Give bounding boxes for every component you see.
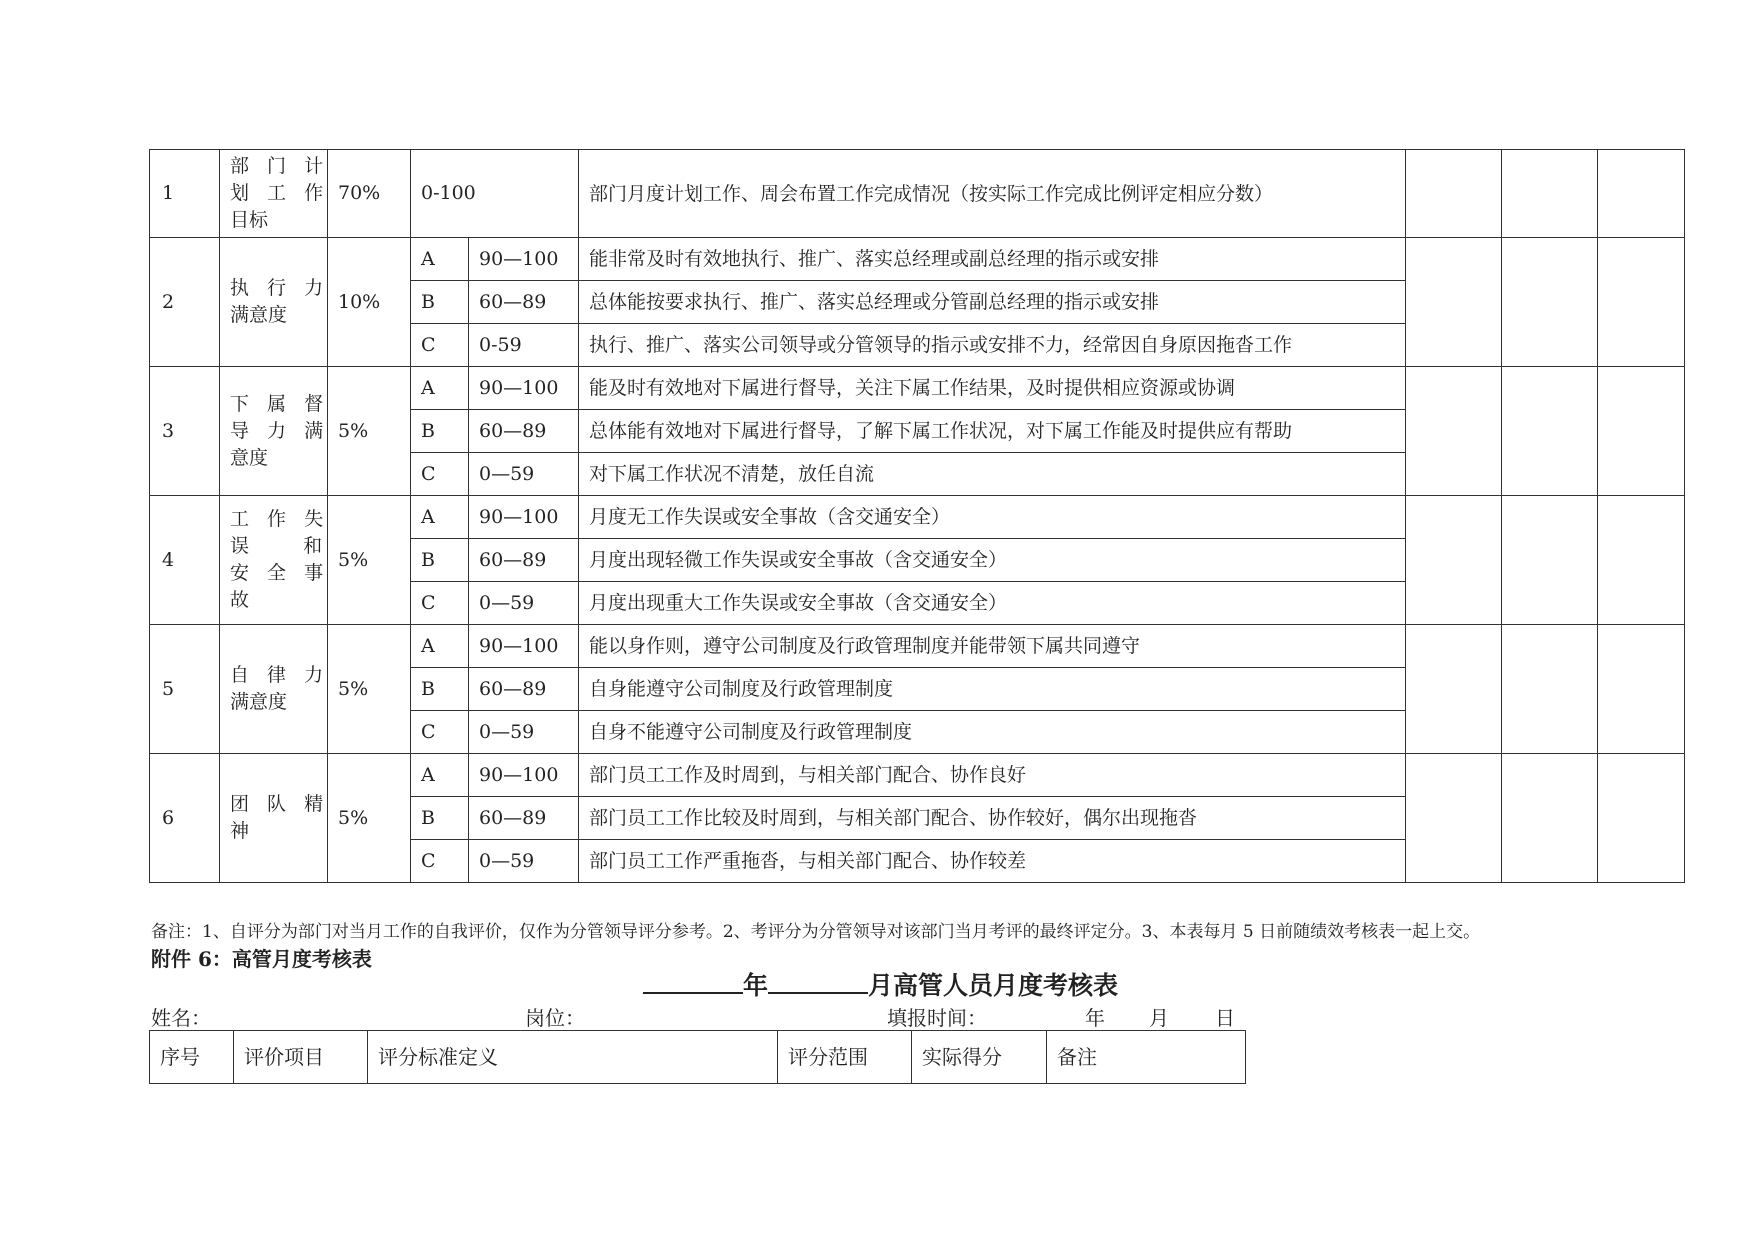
header-cell: 序号 <box>150 1031 234 1084</box>
assessment-table <box>149 149 1685 883</box>
grade-cell: B <box>411 797 469 840</box>
table-row <box>150 496 1685 539</box>
self-score-cell[interactable] <box>1406 496 1502 625</box>
criteria-description: 月度无工作失误或安全事故（含交通安全） <box>579 496 1406 539</box>
criteria-description: 部门员工工作严重拖沓，与相关部门配合、协作较差 <box>579 840 1406 883</box>
score-range: 90—100 <box>469 754 579 797</box>
score-range: 90—100 <box>469 367 579 410</box>
table-row <box>150 367 1685 410</box>
evaluation-item-line: 安 全 事 <box>230 562 330 584</box>
criteria-description: 月度出现轻微工作失误或安全事故（含交通安全） <box>579 539 1406 582</box>
weight-cell: 5% <box>328 754 411 883</box>
evaluation-item-line: 工 作 失 <box>230 508 330 530</box>
grade-cell: B <box>411 539 469 582</box>
review-score-cell[interactable] <box>1502 754 1598 883</box>
criteria-description: 部门员工工作比较及时周到，与相关部门配合、协作较好，偶尔出现拖沓 <box>579 797 1406 840</box>
review-score-cell[interactable] <box>1502 150 1598 238</box>
grade-cell: C <box>411 582 469 625</box>
review-score-cell[interactable] <box>1502 367 1598 496</box>
evaluation-item <box>220 625 328 754</box>
criteria-description: 执行、推广、落实公司领导或分管领导的指示或安排不力，经常因自身原因拖沓工作 <box>579 324 1406 367</box>
criteria-description: 总体能有效地对下属进行督导，了解下属工作状况，对下属工作能及时提供应有帮助 <box>579 410 1406 453</box>
score-range: 90—100 <box>469 625 579 668</box>
evaluation-item-line: 满意度 <box>230 304 288 326</box>
grade-cell: C <box>411 711 469 754</box>
criteria-description: 自身能遵守公司制度及行政管理制度 <box>579 668 1406 711</box>
row-number: 5 <box>150 625 220 754</box>
remark-cell[interactable] <box>1598 496 1685 625</box>
criteria-description: 总体能按要求执行、推广、落实总经理或分管副总经理的指示或安排 <box>579 281 1406 324</box>
criteria-description: 自身不能遵守公司制度及行政管理制度 <box>579 711 1406 754</box>
grade-cell: A <box>411 496 469 539</box>
score-range: 60—89 <box>469 797 579 840</box>
evaluation-item-line: 导 力 满 <box>230 419 330 442</box>
form-header-table <box>149 1030 1246 1084</box>
name-label: 姓名： <box>151 1006 211 1030</box>
evaluation-item-line: 神 <box>230 820 250 842</box>
grade-cell: B <box>411 668 469 711</box>
score-range: 0—59 <box>469 582 579 625</box>
score-range: 90—100 <box>469 238 579 281</box>
row-number: 6 <box>150 754 220 883</box>
review-score-cell[interactable] <box>1502 625 1598 754</box>
date-label: 填报时间： <box>887 1006 987 1030</box>
score-range: 60—89 <box>469 281 579 324</box>
month-blank[interactable] <box>768 968 868 994</box>
score-range: 0—59 <box>469 711 579 754</box>
grade-cell: C <box>411 453 469 496</box>
header-cell: 备注 <box>1047 1031 1246 1084</box>
remark-cell[interactable] <box>1598 150 1685 238</box>
remark-cell[interactable] <box>1598 367 1685 496</box>
year-blank[interactable] <box>643 968 743 994</box>
criteria-description: 能以身作则，遵守公司制度及行政管理制度并能带领下属共同遵守 <box>579 625 1406 668</box>
evaluation-item-line: 执 行 力 <box>230 277 330 299</box>
criteria-description: 部门月度计划工作、周会布置工作完成情况（按实际工作完成比例评定相应分数） <box>579 150 1406 238</box>
grade-cell: A <box>411 367 469 410</box>
header-cell: 评分范围 <box>778 1031 912 1084</box>
row-number: 3 <box>150 367 220 496</box>
evaluation-item-line: 部 门 计 <box>230 155 330 177</box>
day-label: 日 <box>1215 1006 1235 1030</box>
table-row <box>150 754 1685 797</box>
grade-cell: C <box>411 324 469 367</box>
review-score-cell[interactable] <box>1502 238 1598 367</box>
evaluation-item-line: 团 队 精 <box>230 793 330 815</box>
score-range: 0-59 <box>469 324 579 367</box>
self-score-cell[interactable] <box>1406 754 1502 883</box>
year-label: 年 <box>1085 1006 1105 1030</box>
post-label: 岗位： <box>525 1006 585 1030</box>
row-number: 2 <box>150 238 220 367</box>
score-range: 0-100 <box>411 150 579 238</box>
table-row <box>150 238 1685 281</box>
review-score-cell[interactable] <box>1502 496 1598 625</box>
self-score-cell[interactable] <box>1406 150 1502 238</box>
score-range: 90—100 <box>469 496 579 539</box>
evaluation-item-line: 划 工 作 <box>230 182 330 204</box>
score-range: 60—89 <box>469 410 579 453</box>
evaluation-item-line: 目标 <box>230 209 269 231</box>
evaluation-item-line: 意度 <box>230 446 269 469</box>
weight-cell: 5% <box>328 625 411 754</box>
row-number: 1 <box>150 150 220 238</box>
grade-cell: A <box>411 625 469 668</box>
evaluation-item-line: 误 和 <box>230 535 329 557</box>
criteria-description: 能及时有效地对下属进行督导，关注下属工作结果，及时提供相应资源或协调 <box>579 367 1406 410</box>
weight-cell: 5% <box>328 367 411 496</box>
header-cell: 评分标准定义 <box>368 1031 778 1084</box>
score-range: 0—59 <box>469 453 579 496</box>
evaluation-item-line: 满意度 <box>230 691 288 713</box>
table-row <box>150 150 1685 238</box>
grade-cell: B <box>411 410 469 453</box>
row-number: 4 <box>150 496 220 625</box>
grade-cell: A <box>411 238 469 281</box>
weight-cell: 5% <box>328 496 411 625</box>
weight-cell: 10% <box>328 238 411 367</box>
criteria-description: 月度出现重大工作失误或安全事故（含交通安全） <box>579 582 1406 625</box>
header-cell: 实际得分 <box>912 1031 1047 1084</box>
form-info-line <box>151 1002 1251 1030</box>
criteria-description: 对下属工作状况不清楚，放任自流 <box>579 453 1406 496</box>
header-cell: 评价项目 <box>234 1031 368 1084</box>
remark-cell[interactable] <box>1598 238 1685 367</box>
evaluation-item <box>220 496 328 625</box>
evaluation-item <box>220 754 328 883</box>
score-range: 0—59 <box>469 840 579 883</box>
grade-cell: A <box>411 754 469 797</box>
evaluation-item <box>220 238 328 367</box>
remark-cell[interactable] <box>1598 625 1685 754</box>
criteria-description: 能非常及时有效地执行、推广、落实总经理或副总经理的指示或安排 <box>579 238 1406 281</box>
evaluation-item <box>220 367 328 496</box>
criteria-description: 部门员工工作及时周到，与相关部门配合、协作良好 <box>579 754 1406 797</box>
form-title: 年 月高管人员月度考核表 <box>643 966 1118 1002</box>
table-footnote: 备注：1、自评分为部门对当月工作的自我评价，仅作为分管领导评分参考。2、考评分为分管领导对该部门当月考评的最终评定分。3、本表每月 5 日前随绩效考核表一起上交。 <box>151 922 1481 942</box>
self-score-cell[interactable] <box>1406 625 1502 754</box>
table-row <box>150 625 1685 668</box>
evaluation-item-line: 下 属 督 <box>230 392 330 415</box>
self-score-cell[interactable] <box>1406 367 1502 496</box>
self-score-cell[interactable] <box>1406 238 1502 367</box>
evaluation-item-line: 自 律 力 <box>230 664 330 686</box>
month-label: 月 <box>1149 1006 1169 1030</box>
attachment-title: 附件 6：高管月度考核表 <box>151 947 372 971</box>
evaluation-item-line: 故 <box>230 589 250 611</box>
evaluation-item <box>220 150 328 238</box>
score-range: 60—89 <box>469 668 579 711</box>
grade-cell: C <box>411 840 469 883</box>
weight-cell: 70% <box>328 150 411 238</box>
remark-cell[interactable] <box>1598 754 1685 883</box>
grade-cell: B <box>411 281 469 324</box>
score-range: 60—89 <box>469 539 579 582</box>
form-header-row <box>150 1031 1246 1084</box>
